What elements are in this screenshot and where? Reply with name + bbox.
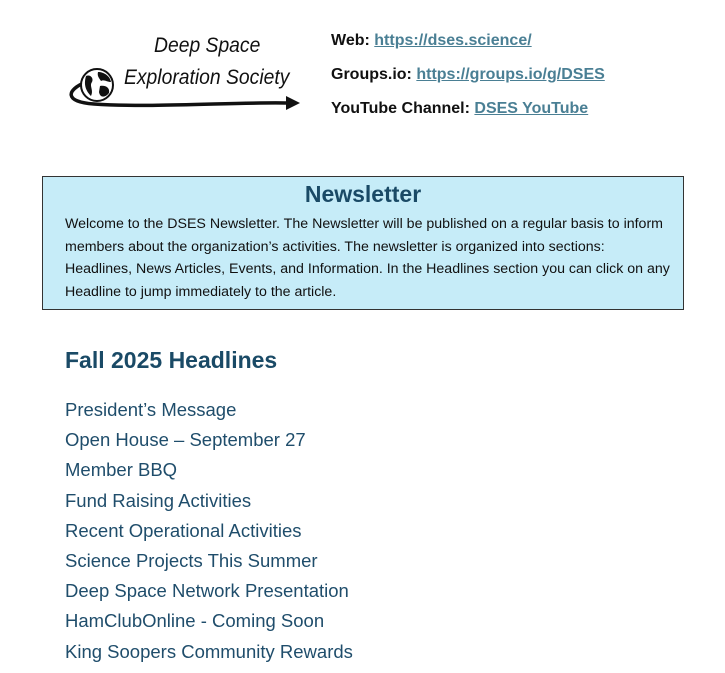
headline-list xyxy=(65,395,353,667)
headline-link[interactable]: Open House – September 27 xyxy=(65,429,306,451)
web-label: Web: xyxy=(331,32,370,49)
newsletter-title: Newsletter xyxy=(304,181,422,207)
headline-link[interactable]: Deep Space Network Presentation xyxy=(65,580,349,602)
headline-link[interactable]: Member BBQ xyxy=(65,459,178,481)
youtube-link[interactable]: DSES YouTube xyxy=(474,100,589,117)
headline-link[interactable]: President’s Message xyxy=(65,399,237,420)
groups-row xyxy=(331,64,605,98)
contact-links xyxy=(331,30,605,132)
youtube-row xyxy=(331,98,605,132)
newsletter-box xyxy=(42,176,684,310)
headlines-title: Fall 2025 Headlines xyxy=(65,347,278,373)
headline-link[interactable]: King Soopers Community Rewards xyxy=(65,640,353,662)
headline-link[interactable]: Science Projects This Summer xyxy=(65,550,318,572)
web-row xyxy=(331,30,605,64)
headline-link[interactable]: Fund Raising Activities xyxy=(65,489,252,511)
logo-text-line2: Exploration Society xyxy=(124,66,290,89)
newsletter-intro: Welcome to the DSES Newsletter. The Newsletter will be published on a regular basis to inform members about the organization’s activities. The newsletter is organized into sections: Headlines, News Articles, Events, and Information. In the Headlines section you can click on any Headline to jump immediately to the article. xyxy=(65,216,670,300)
web-link[interactable]: https://dses.science/ xyxy=(374,32,532,49)
headline-link[interactable]: Recent Operational Activities xyxy=(65,519,302,541)
headline-link[interactable]: HamClubOnline - Coming Soon xyxy=(65,610,325,632)
groups-label: Groups.io: xyxy=(331,66,412,83)
youtube-label: YouTube Channel: xyxy=(331,100,470,117)
groups-link[interactable]: https://groups.io/g/DSES xyxy=(416,66,605,83)
dses-logo xyxy=(64,30,304,120)
logo-text-line1: Deep Space xyxy=(154,34,261,57)
